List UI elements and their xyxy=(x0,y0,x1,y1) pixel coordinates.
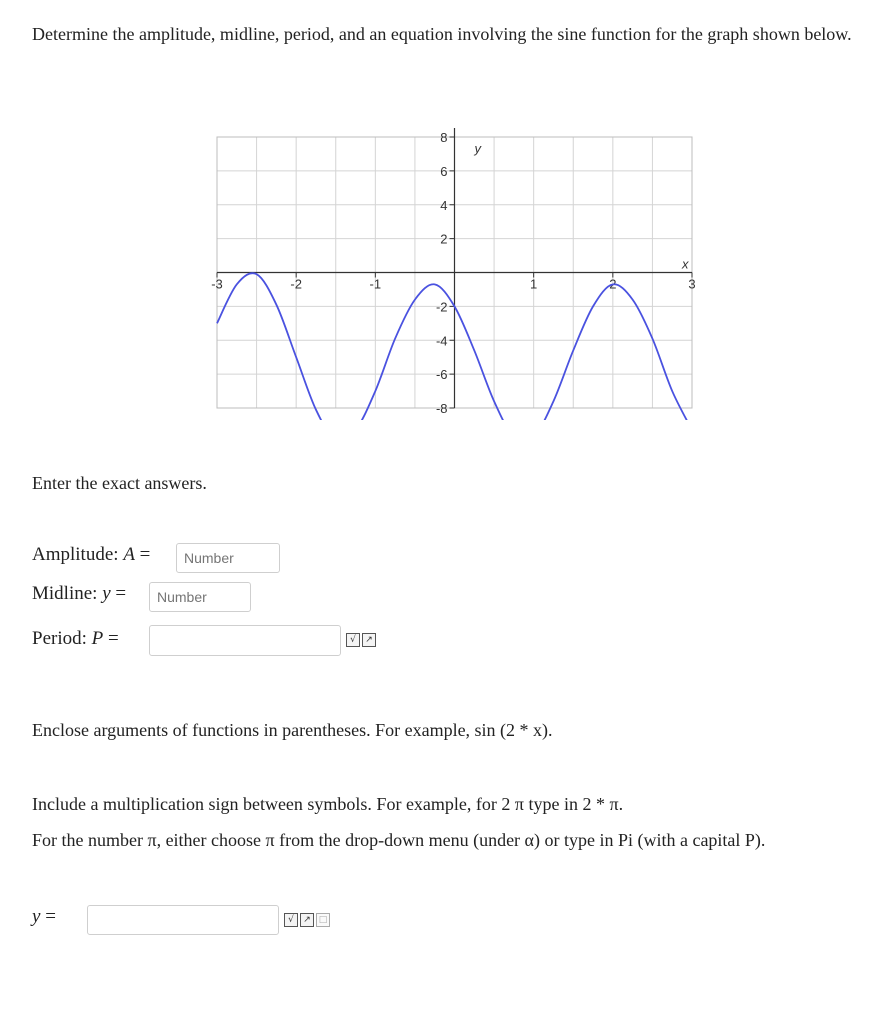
midline-label: Midline: xyxy=(32,583,98,604)
question-prompt: Determine the amplitude, midline, period, and an equation involving the sine function for the graph shown below. xyxy=(32,24,852,44)
multiplication-text: Include a multiplication sign between symbols. For example, for 2 π type in 2 * π. xyxy=(32,794,624,814)
y-tick-label: 8 xyxy=(440,130,448,145)
period-var: P xyxy=(91,628,104,649)
equation-editor-icon[interactable]: √ xyxy=(284,913,298,927)
x-tick-label: 1 xyxy=(530,276,538,292)
x-tick-label: 3 xyxy=(688,276,696,292)
x-tick-label: -1 xyxy=(369,276,382,292)
graph-preview-icon[interactable]: ↗ xyxy=(362,633,376,647)
enter-exact-text: Enter the exact answers. xyxy=(32,473,207,493)
midline-var: y xyxy=(102,583,111,604)
y-axis-label: y xyxy=(474,141,481,156)
y-tick-label: -8 xyxy=(435,401,448,416)
period-label-row xyxy=(32,628,119,650)
midline-label-row xyxy=(32,583,126,605)
axes xyxy=(217,128,692,408)
y-tick-label: 2 xyxy=(440,231,448,247)
amplitude-eq: = xyxy=(139,544,151,565)
equation-label-row xyxy=(32,906,56,928)
y-tick-label: 6 xyxy=(440,163,448,179)
midline-input[interactable] xyxy=(149,582,251,612)
period-eq: = xyxy=(108,628,119,649)
sine-graph xyxy=(200,120,700,420)
amplitude-var: A xyxy=(123,544,135,565)
equation-input[interactable] xyxy=(87,905,279,935)
x-axis-label: x xyxy=(682,256,689,272)
period-input[interactable] xyxy=(149,625,341,656)
pi-note-text: For the number π, either choose π from the drop-down menu (under α) or type in Pi (with a capital P). xyxy=(32,830,766,850)
midline-eq: = xyxy=(115,583,127,604)
x-tick-label: -3 xyxy=(211,276,223,292)
amplitude-label-row xyxy=(32,544,150,566)
y-tick-label: -6 xyxy=(435,367,448,383)
amplitude-label: Amplitude: xyxy=(32,544,119,565)
document-icon[interactable]: □ xyxy=(316,913,330,927)
graph-preview-icon[interactable]: ↗ xyxy=(300,913,314,927)
x-tick-label: -2 xyxy=(290,276,302,292)
amplitude-input[interactable] xyxy=(176,543,280,573)
enclose-arguments-text: Enclose arguments of functions in parentheses. For example, sin (2 * x). xyxy=(32,720,553,740)
equation-editor-icon[interactable]: √ xyxy=(346,633,360,647)
y-tick-label: -4 xyxy=(435,333,448,349)
period-label: Period: xyxy=(32,628,87,649)
equation-var: y xyxy=(32,906,41,927)
equation-eq: = xyxy=(45,906,56,927)
y-tick-label: -2 xyxy=(435,299,448,315)
y-tick-label: 4 xyxy=(440,197,448,213)
x-tick-label: 2 xyxy=(609,276,617,292)
